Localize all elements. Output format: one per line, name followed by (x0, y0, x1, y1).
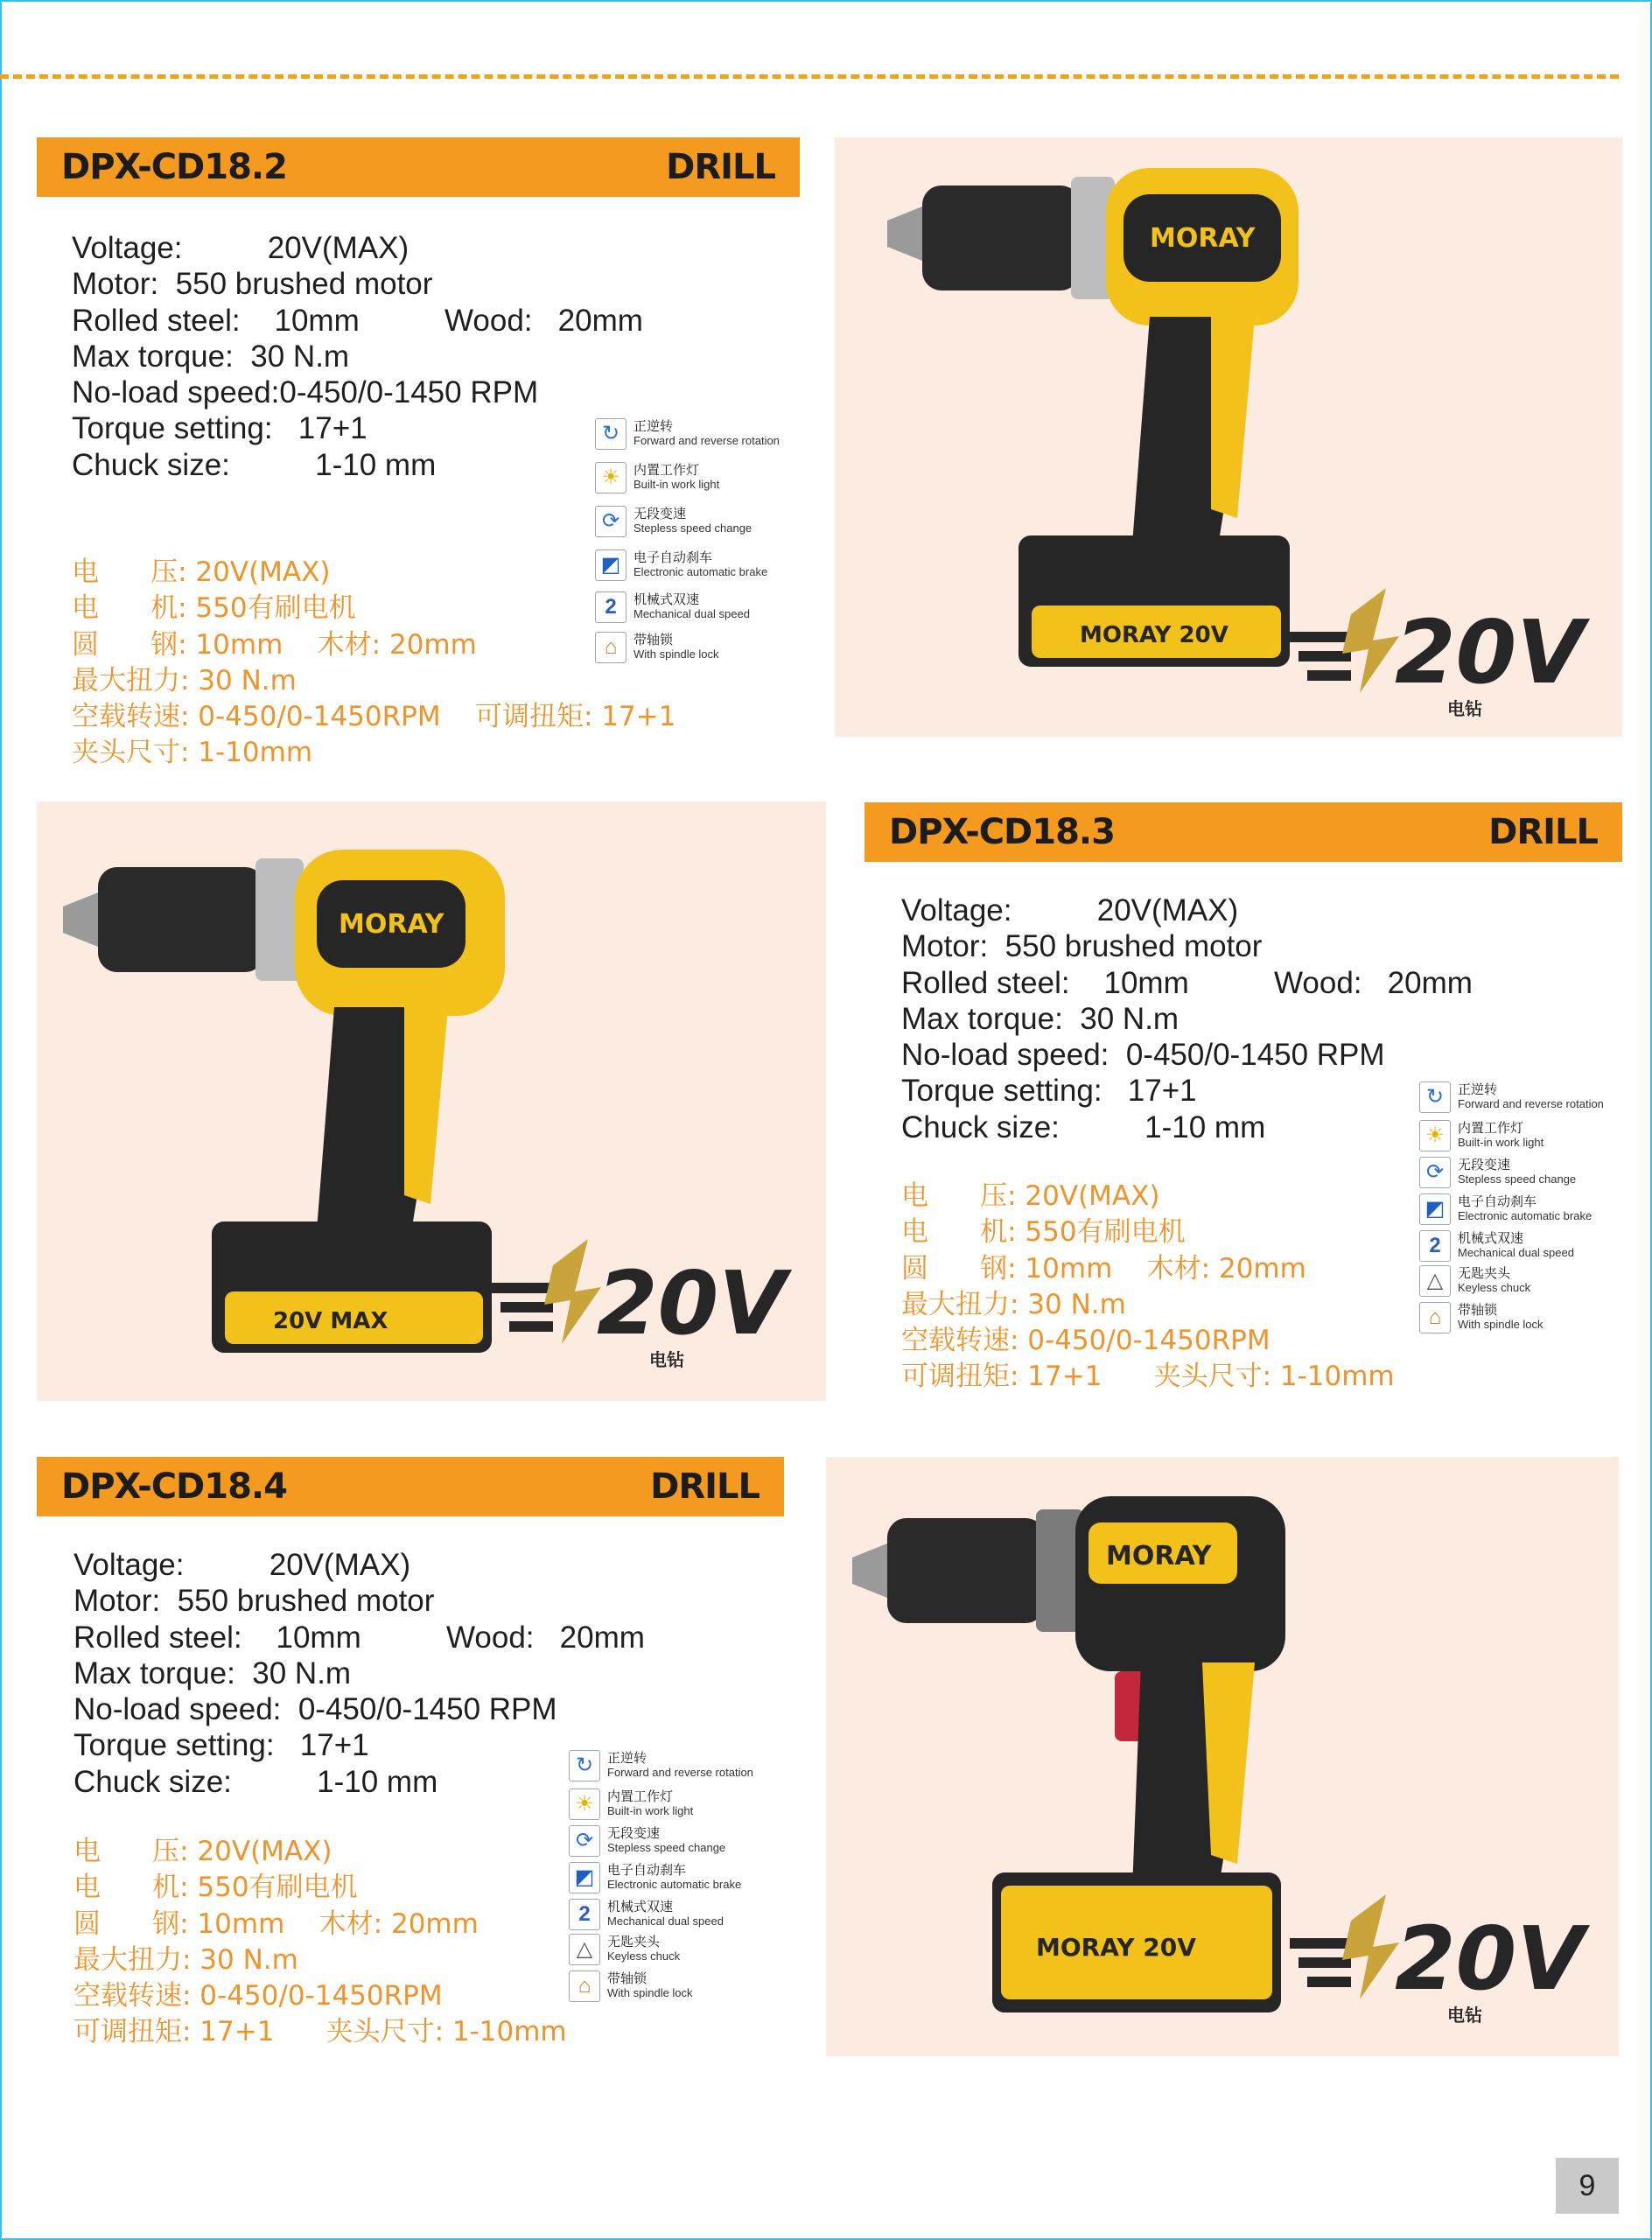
spec-line: Torque setting: 17+1 (74, 1728, 369, 1763)
feature-en: Built-in work light (607, 1804, 694, 1817)
feature-cn: 带轴锁 (634, 632, 674, 648)
badge-voltage: 20V (597, 1252, 787, 1354)
rotation-icon: ↻ (1419, 1082, 1451, 1113)
feature-en: With spindle lock (1458, 1318, 1544, 1331)
feature-cn: 电子自动刹车 (1458, 1194, 1537, 1209)
feature-cn: 机械式双速 (634, 592, 700, 607)
brake-icon: ◩ (1419, 1194, 1451, 1225)
work-light-icon: ☀ (1419, 1120, 1451, 1152)
spec-line: Rolled steel: 10mm Wood: 20mm (901, 965, 1473, 1000)
feature-en: Stepless speed change (1458, 1172, 1577, 1186)
20v-badge (1290, 579, 1640, 719)
brake-icon: ◩ (595, 550, 626, 581)
speed-change-icon: ⟳ (569, 1825, 600, 1857)
rotation-icon: ↻ (595, 418, 626, 450)
brand-text: MORAY (339, 909, 444, 940)
spec-line-cn: 电 压: 20V(MAX) (72, 556, 331, 588)
page-number: 9 (1556, 2158, 1619, 2214)
feature-cn: 无段变速 (634, 506, 687, 522)
spec-line-cn: 最大扭力: 30 N.m (901, 1288, 1126, 1320)
drill-image (54, 845, 527, 1379)
feature-cn: 内置工作灯 (1458, 1120, 1524, 1136)
dashed-divider (0, 74, 1619, 79)
product-photo-panel (37, 802, 826, 1401)
feature-cn: 电子自动刹车 (634, 550, 713, 565)
feature-en: Forward and reverse rotation (607, 1766, 753, 1779)
feature-cn: 无匙夹头 (607, 1934, 661, 1950)
spec-line-cn: 空载转速: 0-450/0-1450RPM 可调扭矩: 17+1 (72, 701, 676, 733)
dual-speed-icon: 2 (1419, 1230, 1451, 1262)
feature-en: Electronic automatic brake (607, 1878, 742, 1891)
spec-line-cn: 空载转速: 0-450/0-1450RPM (901, 1325, 1270, 1357)
feature-en: Keyless chuck (607, 1950, 681, 1963)
work-light-icon: ☀ (569, 1788, 600, 1820)
spec-line: Motor: 550 brushed motor (74, 1584, 435, 1619)
spec-line: Voltage: 20V(MAX) (74, 1548, 411, 1582)
feature-cn: 内置工作灯 (634, 462, 700, 478)
feature-en: Stepless speed change (634, 522, 752, 535)
spec-line-cn: 电 压: 20V(MAX) (901, 1180, 1160, 1212)
feature-en: Mechanical dual speed (634, 607, 750, 620)
spec-list-en (901, 892, 1473, 1145)
model-name: DPX-CD18.4 (61, 1466, 287, 1507)
spec-line: Motor: 550 brushed motor (901, 929, 1263, 964)
badge-sub: 电钻 (1447, 698, 1482, 719)
spec-line-cn: 最大扭力: 30 N.m (74, 1943, 298, 1976)
product-photo-panel (835, 137, 1622, 737)
keyless-chuck-icon: △ (569, 1934, 600, 1965)
feature-en: With spindle lock (607, 1986, 693, 1999)
work-light-icon: ☀ (595, 462, 626, 494)
spec-line-cn: 圆 钢: 10mm 木材: 20mm (72, 628, 477, 661)
product-header-bar (37, 1457, 784, 1516)
spec-line: No-load speed: 0-450/0-1450 RPM (74, 1692, 557, 1727)
drill-image (870, 168, 1325, 710)
spec-line-cn: 可调扭矩: 17+1 夹头尺寸: 1-10mm (74, 2016, 567, 2048)
dual-speed-icon: 2 (595, 592, 626, 623)
spec-line-cn: 电 机: 550有刷电机 (901, 1216, 1186, 1249)
spec-line: No-load speed:0-450/0-1450 RPM (72, 375, 539, 410)
product-header-bar (37, 137, 800, 197)
spec-line: Motor: 550 brushed motor (72, 267, 433, 302)
20v-badge (1290, 1886, 1640, 2026)
keyless-chuck-icon: △ (1419, 1265, 1451, 1297)
speed-change-icon: ⟳ (1419, 1157, 1451, 1188)
spec-line: Max torque: 30 N.m (72, 339, 350, 374)
spec-line-cn: 圆 钢: 10mm 木材: 20mm (74, 1908, 479, 1940)
spindle-lock-icon: ⌂ (569, 1970, 600, 2002)
feature-en: Forward and reverse rotation (1458, 1097, 1604, 1110)
spec-line-cn: 电 机: 550有刷电机 (74, 1872, 358, 1904)
brand-text: MORAY (1106, 1541, 1212, 1572)
feature-cn: 机械式双速 (607, 1899, 674, 1914)
spec-list-cn (901, 1179, 1395, 1396)
spindle-lock-icon: ⌂ (1419, 1302, 1451, 1334)
spec-line: Max torque: 30 N.m (901, 1001, 1180, 1036)
model-name: DPX-CD18.2 (61, 147, 287, 187)
spec-line: Voltage: 20V(MAX) (72, 231, 410, 265)
feature-en: Forward and reverse rotation (634, 434, 780, 447)
badge-voltage: 20V (1395, 1908, 1585, 2010)
feature-en: Mechanical dual speed (607, 1914, 724, 1928)
spec-line: Max torque: 30 N.m (74, 1656, 352, 1690)
spec-line: Chuck size: 1-10 mm (74, 1764, 438, 1799)
spec-line-cn: 电 机: 550有刷电机 (72, 592, 356, 625)
badge-voltage: 20V (1395, 601, 1585, 704)
dual-speed-icon: 2 (569, 1899, 600, 1930)
feature-en: Built-in work light (1458, 1136, 1544, 1149)
spec-line: Voltage: 20V(MAX) (901, 893, 1239, 928)
spec-line-cn: 空载转速: 0-450/0-1450RPM (74, 1980, 443, 2012)
feature-cn: 无匙夹头 (1458, 1265, 1511, 1281)
category-label: DRILL (666, 147, 775, 187)
feature-list (595, 418, 780, 672)
spec-line-cn: 电 压: 20V(MAX) (74, 1836, 332, 1867)
feature-en: Stepless speed change (607, 1841, 726, 1854)
feature-en: Electronic automatic brake (634, 565, 768, 578)
feature-en: Keyless chuck (1458, 1281, 1531, 1294)
spec-line: Chuck size: 1-10 mm (901, 1110, 1266, 1144)
spec-line-cn: 最大扭力: 30 N.m (72, 664, 297, 696)
brake-icon: ◩ (569, 1862, 600, 1894)
drill-image (852, 1496, 1307, 2039)
spec-list-en (72, 230, 643, 483)
feature-cn: 电子自动刹车 (607, 1862, 687, 1878)
feature-en: With spindle lock (634, 648, 719, 661)
spec-line: No-load speed: 0-450/0-1450 RPM (901, 1038, 1385, 1073)
feature-en: Built-in work light (634, 478, 720, 491)
product-header-bar (864, 802, 1622, 862)
feature-cn: 内置工作灯 (607, 1788, 674, 1804)
spec-line-cn: 圆 钢: 10mm 木材: 20mm (901, 1252, 1306, 1284)
spec-line: Chuck size: 1-10 mm (72, 447, 437, 482)
feature-en: Electronic automatic brake (1458, 1209, 1592, 1222)
category-label: DRILL (650, 1466, 760, 1507)
feature-list (1419, 1082, 1604, 1339)
spec-line: Rolled steel: 10mm Wood: 20mm (72, 303, 643, 338)
spec-line-cn: 可调扭矩: 17+1 夹头尺寸: 1-10mm (901, 1361, 1395, 1393)
feature-cn: 带轴锁 (607, 1970, 648, 1986)
spec-list-en (74, 1547, 645, 1800)
battery-label: 20V MAX (273, 1308, 388, 1334)
feature-cn: 正逆转 (1458, 1082, 1498, 1097)
spindle-lock-icon: ⌂ (595, 632, 626, 663)
battery-label: MORAY 20V (1036, 1933, 1196, 1962)
feature-en: Mechanical dual speed (1458, 1246, 1574, 1259)
speed-change-icon: ⟳ (595, 506, 626, 537)
spec-line: Torque setting: 17+1 (901, 1074, 1197, 1109)
rotation-icon: ↻ (569, 1750, 600, 1782)
category-label: DRILL (1488, 812, 1598, 852)
spec-line-cn: 夹头尺寸: 1-10mm (72, 737, 313, 769)
product-photo-panel (826, 1457, 1619, 2056)
spec-list-cn (72, 555, 676, 772)
spec-line: Torque setting: 17+1 (72, 411, 368, 446)
feature-cn: 机械式双速 (1458, 1230, 1524, 1246)
feature-cn: 带轴锁 (1458, 1302, 1498, 1318)
feature-cn: 无段变速 (1458, 1157, 1511, 1172)
badge-sub: 电钻 (1447, 2005, 1482, 2026)
feature-cn: 正逆转 (634, 418, 674, 434)
model-name: DPX-CD18.3 (889, 812, 1115, 852)
spec-line: Rolled steel: 10mm Wood: 20mm (74, 1620, 645, 1655)
feature-list (569, 1750, 753, 2007)
20v-badge (492, 1230, 842, 1370)
feature-cn: 无段变速 (607, 1825, 661, 1841)
battery-label: MORAY 20V (1080, 622, 1228, 648)
spec-list-cn (74, 1834, 567, 2051)
brand-text: MORAY (1150, 223, 1256, 254)
badge-sub: 电钻 (649, 1349, 684, 1370)
feature-cn: 正逆转 (607, 1750, 648, 1766)
